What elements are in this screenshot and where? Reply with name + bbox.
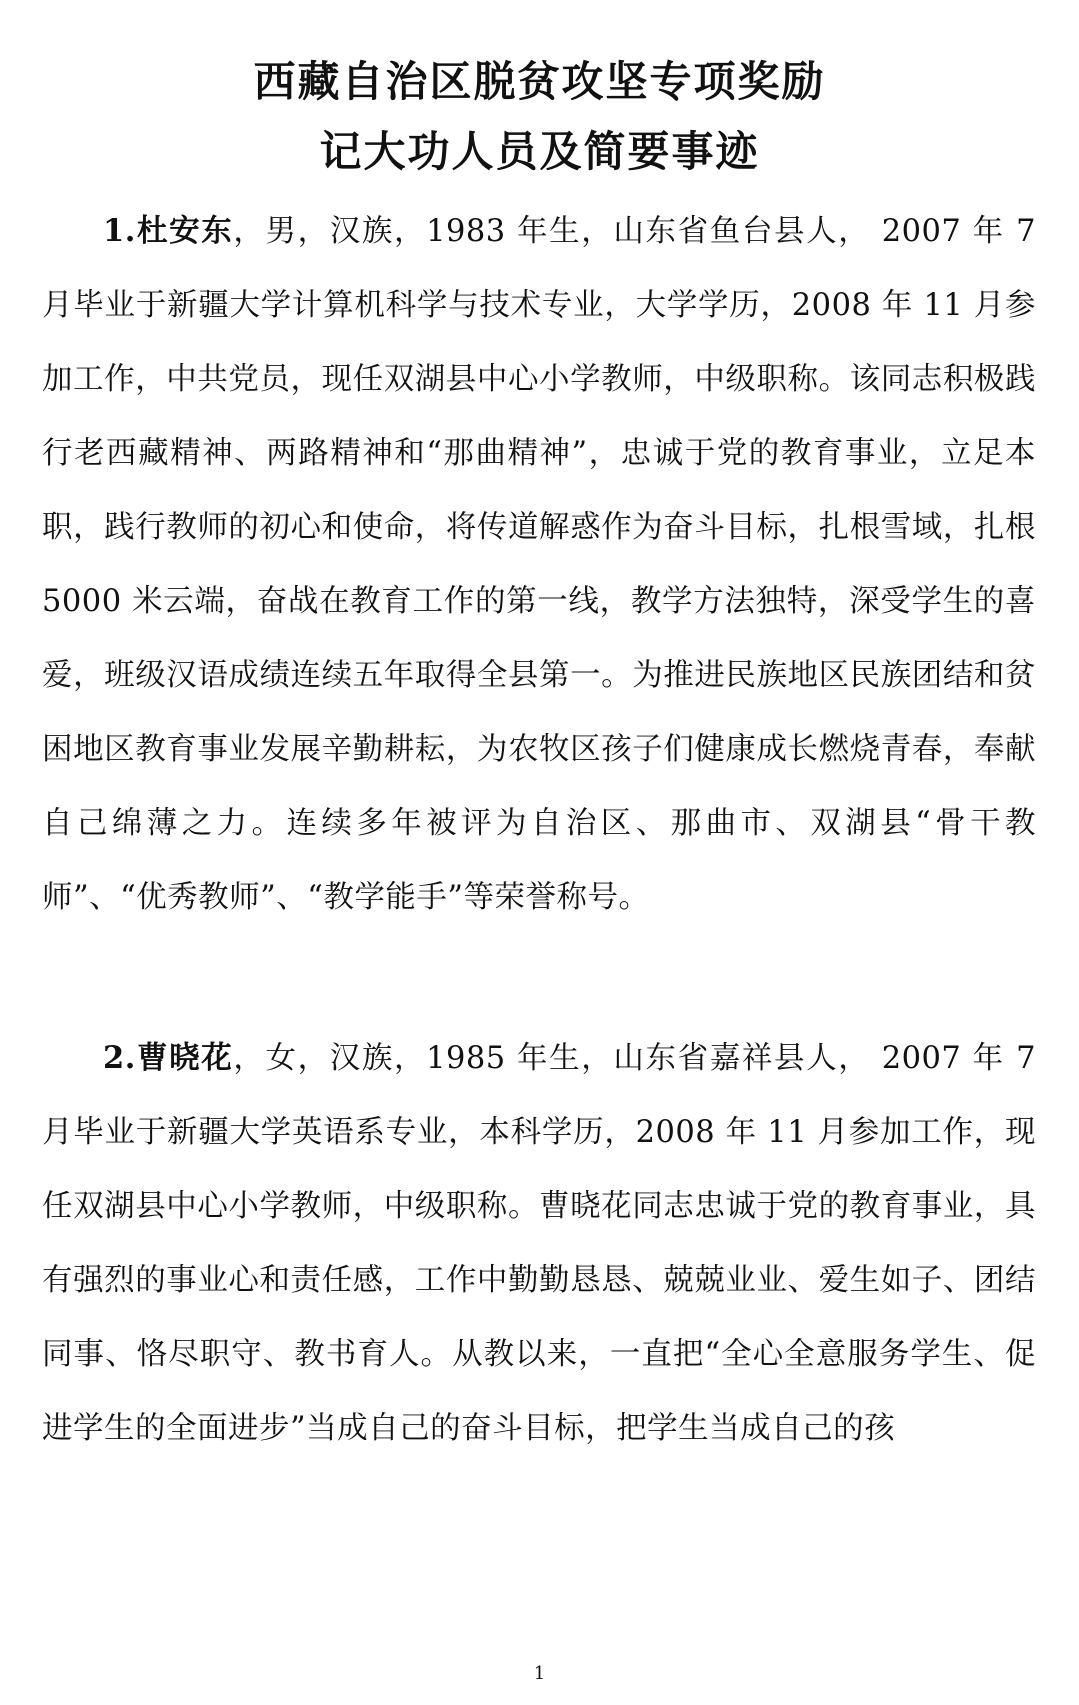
entry-paragraph <box>42 194 1036 935</box>
entry-number: 2. <box>103 1040 136 1076</box>
document-title-line1: 西藏自治区脱贫攻坚专项奖励 <box>253 57 826 106</box>
entry-text: ，女，汉族，1985 年生，山东省嘉祥县人， 2007 年 7 月毕业于新疆大学英语系专业，本科学历，2008 年 11 月参加工作，现任双湖县中心小学教师，中级职称。曹晓花同志忠诚于党的教育事业，具有强烈的事业心和责任感，工作中勤勤恳恳、兢兢业业、爱生如子、团结同事、恪尽职守、教书育人。从教以来，一直把“全心全意服务学生、促进学生的全面进步”当成自己的奋斗目标，把学生当成自己的孩 <box>42 1041 1036 1446</box>
entry-text: ，男，汉族，1983 年生，山东省鱼台县人， 2007 年 7 月毕业于新疆大学计算机科学与技术专业，大学学历，2008 年 11 月参加工作，中共党员，现任双湖县中心小学教师，中级职称。该同志积极践行老西藏精神、两路精神和“那曲精神”，忠诚于党的教育事业，立足本职，践行教师的初心和使命，将传道解惑作为奋斗目标，扎根雪域，扎根 5000 米云端，奋战在教育工作的第一线，教学方法独特，深受学生的喜爱，班级汉语成绩连续五年取得全县第一。为推进民族地区民族团结和贫困地区教育事业发展辛勤耕耘，为农牧区孩子们健康成长燃烧青春，奉献自己绵薄之力。连续多年被评为自治区、那曲市、双湖县“骨干教师”、“优秀教师”、“教学能手”等荣誉称号。 <box>42 214 1036 915</box>
page-number: 1 <box>533 1663 546 1684</box>
document-title-line2: 记大功人员及简要事迹 <box>319 127 760 176</box>
entry-name: 杜安东 <box>135 213 234 249</box>
entry-paragraph <box>42 1021 1036 1466</box>
entry-number: 1. <box>103 213 136 249</box>
entry-name: 曹晓花 <box>135 1040 234 1076</box>
